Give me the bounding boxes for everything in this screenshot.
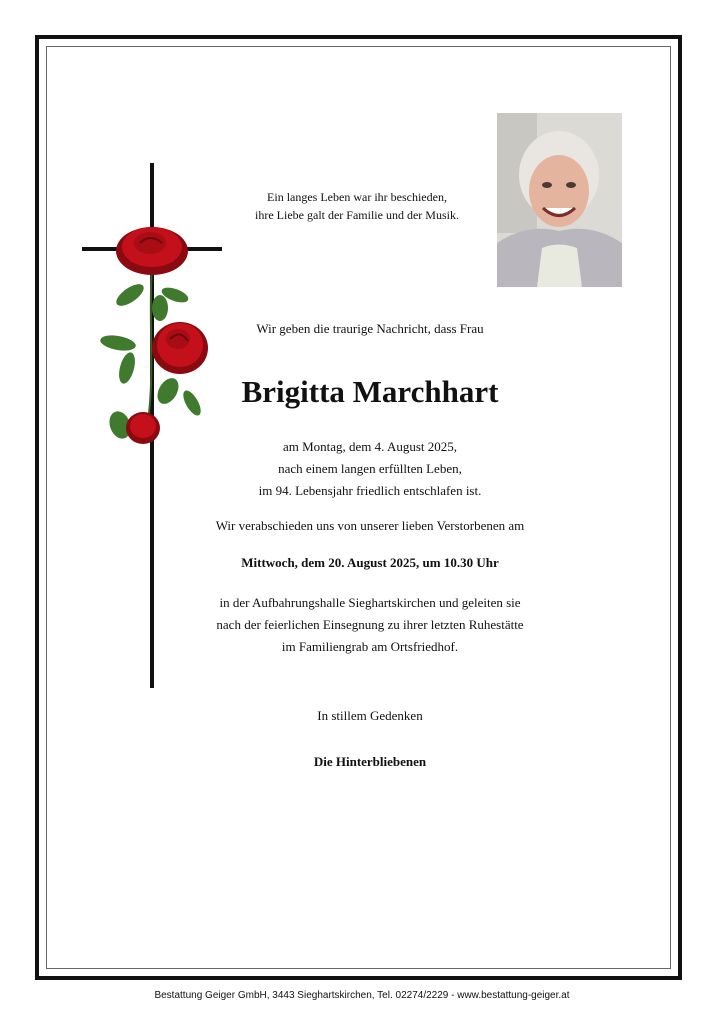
closing-text: In stillem Gedenken — [317, 708, 423, 723]
signature: Die Hinterbliebenen — [313, 754, 427, 769]
intro-text: Wir geben die traurige Nachricht, dass Frau — [256, 321, 484, 336]
death-line: am Montag, dem 4. August 2025, — [282, 439, 458, 454]
portrait-photo — [497, 113, 622, 287]
death-line: im 94. Lebensjahr friedlich entschlafen ist. — [258, 483, 482, 498]
location-line: in der Aufbahrungshalle Sieghartskirchen und geleiten sie — [219, 595, 521, 610]
quote-line: Ein langes Leben war ihr beschieden, — [267, 190, 447, 204]
funeral-location — [170, 592, 570, 658]
deceased-name: Brigitta Marchhart — [241, 374, 499, 409]
quote-line: ihre Liebe galt der Familie und der Musik. — [255, 208, 459, 222]
quote — [232, 188, 482, 224]
footer-contact: Bestattung Geiger GmbH, 3443 Sieghartskirchen, Tel. 02274/2229 - www.bestattung-geiger.at — [154, 990, 570, 1001]
location-line: im Familiengrab am Ortsfriedhof. — [281, 639, 459, 654]
farewell-text: Wir verabschieden uns von unserer lieben Verstorbenen am — [215, 518, 525, 533]
death-line: nach einem langen erfüllten Leben, — [278, 461, 462, 476]
funeral-date: Mittwoch, dem 20. August 2025, um 10.30 Uhr — [241, 555, 499, 570]
death-notice — [170, 436, 570, 502]
location-line: nach der feierlichen Einsegnung zu ihrer letzten Ruhestätte — [216, 617, 524, 632]
